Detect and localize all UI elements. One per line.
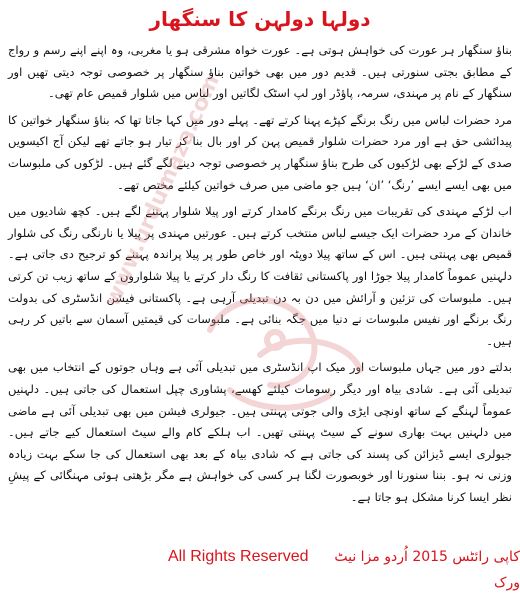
copyright-footer (0, 544, 520, 591)
paragraph-3: اب لڑکے مہندی کی تقریبات میں رنگ برنگے کامدار کرتے اور پیلا شلوار پہننے لگے ہیں۔ کچھ شادیوں میں خاندان کے مرد حضرات ایک جیسے لباس منتخب کرتے ہیں۔ عورتیں مہندی پر پیلا یا نارنگی رنگ کی شلوار قمیص بھی پہنتی ہیں۔ اس کے ساتھ پیلا دوپٹہ اور خاص طور پر پیلا پراندہ پہننے کو ترجیح دی جاتی ہے۔ دلہنیں عموماً کامدار پیلا جوڑا اور پاکستانی ثقافت کا رنگ دار کرتے یا پیلا شلواروں کے ساتھ زیب تن کرتی ہیں۔ ملبوسات کی تزئین و آرائش میں دن بہ دن تبدیلی آرہی ہے۔ پاکستانی فیشن انڈسٹری کی بدولت رنگ برنگے اور نفیس ملبوسات نے دنیا میں جگہ بنائی ہے۔ ملبوسات کی قیمتیں آسمان سے باتیں کر رہی ہیں۔ (8, 204, 512, 348)
paragraph-2: مرد حضرات لباس میں رنگ برنگے کپڑے پہنا کرتے تھے۔ پہلے دور میں کہا جاتا تھا کہ بناؤ سنگھار خواتین کا پیدائشی حق ہے اور مرد حضرات شلوار قمیص پہن کر اور بال بنا کر تیار ہو جاتے تھے لیکن آج اکیسویں صدی کے لڑکے بھی لڑکیوں کی طرح بناؤ سنگھار پر خصوصی توجہ دینے لگے گئے ہیں۔ لڑکوں کی ملبوسات میں بھی ایسے ایسے ’رنگ‘ ’ان‘ ہیں جو ماضی میں صرف خواتین کیلئے مختص تھے۔ (8, 112, 512, 192)
all-rights-reserved: All Rights Reserved (168, 548, 309, 565)
paragraph-1: بناؤ سنگھار ہر عورت کی خواہش ہوتی ہے۔ عورت خواہ مشرقی ہو یا مغربی، وہ اپنے اپنے رسم و رواج کے مطابق بجتی سنورتی ہیں۔ قدیم دور میں بھی خواتین بناؤ سنگھار پر خصوصی توجہ دیتی تھیں اور سنگھار کے نام پر مہندی، سرمہ، پاؤڈر اور لپ اسٹک لگاتیں اور لباس میں شلوار قمیص عام تھی۔ (8, 43, 512, 101)
paragraph-4: بدلتے دور میں جہاں ملبوسات اور میک اپ انڈسٹری میں تبدیلی آئی ہے وہاں جوتوں کے انتخاب میں بھی تبدیلی آئی ہے۔ شادی بیاہ اور دیگر رسومات کیلئے کھسے، پشاوری چپل استعمال کی جاتی ہیں۔ دلہنیں عموماً لہنگے کے ساتھ اونچی ایڑی والی جوتی پہنتی ہیں۔ جیولری فیشن میں بھی تبدیلی آئی ہے ماضی میں دلہنیں بہت بھاری سونے کے سیٹ پہنتی تھیں۔ اب ہلکے کام والے سیٹ استعمال کیے جاتے ہیں۔ جیولری ایسے ڈیزائن کی پسند کی جاتی ہے کہ شادی بیاہ کے بعد بھی استعمال کی جا سکے بہت زیادہ وزنی نہ ہو۔ بننا سنورنا اور خوبصورت لگنا ہر کسی کی خواہش ہے مگر بڑھتی ہوئی مہنگائی کے پیشِ نظر ایسا کرنا مشکل ہو جاتا ہے۔ (8, 360, 512, 504)
watermark-text: www.urdumaza.com (100, 70, 225, 311)
copyright-text: کاپی رائٹس 2015 اُردو مزا نیٹ ورک (334, 549, 520, 591)
article-body (8, 40, 512, 513)
page-title: دولہا دولہن کا سنگھار (149, 7, 371, 31)
